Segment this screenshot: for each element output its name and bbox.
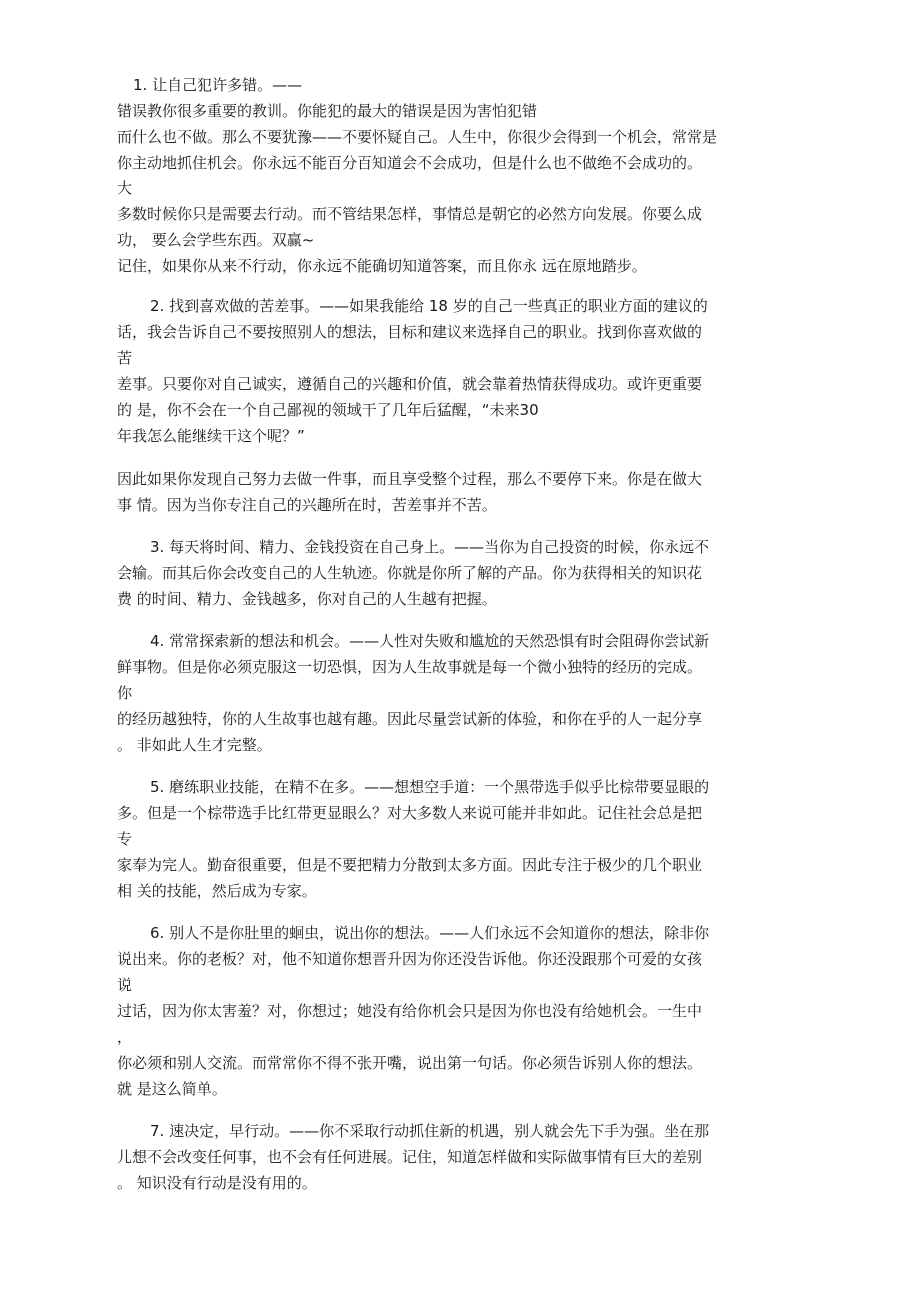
item-6-heading: 6. 别人不是你肚里的蛔虫，说出你的想法。——人们永远不会知道你的想法，除非你 [150, 924, 710, 942]
text-line: 的经历越独特，你的人生故事也越有趣。因此尽量尝试新的体验，和你在乎的人一起分享 [117, 710, 703, 728]
text-line: 。 非如此人生才完整。 [117, 736, 272, 754]
text-line: 错误教你很多重要的教训。你能犯的最大的错误是因为害怕犯错 [117, 102, 538, 120]
text-line: ， [117, 1028, 133, 1046]
text-line: 你主动地抓住机会。你永远不能百分百知道会不会成功，但是什么也不做绝不会成功的。 [117, 154, 703, 172]
text-line: 而什么也不做。那么不要犹豫——不要怀疑自己。人生中，你很少会得到一个机会，常常是 [117, 128, 718, 146]
text-line: 相 关的技能，然后成为专家。 [117, 882, 317, 900]
item-7-heading: 7. 速决定，早行动。——你不采取行动抓住新的机遇，别人就会先下手为强。坐在那 [150, 1122, 710, 1140]
text-line: 话，我会告诉自己不要按照别人的想法，目标和建议来选择自己的职业。找到你喜欢做的 [117, 323, 703, 341]
text-line: 就 是这么简单。 [117, 1080, 227, 1098]
text-line: 会输。而其后你会改变自己的人生轨迹。你就是你所了解的产品。你为获得相关的知识花 [117, 564, 703, 582]
text-line: 差事。只要你对自己诚实，遵循自己的兴趣和价值，就会靠着热情获得成功。或许更重要 [117, 375, 703, 393]
text-line: 记住，如果你从来不行动，你永远不能确切知道答案，而且你永 远在原地踏步。 [117, 257, 647, 275]
text-line: 说出来。你的老板？对，他不知道你想晋升因为你还没告诉他。你还没跟那个可爱的女孩 [117, 950, 703, 968]
text-line: 。 知识没有行动是没有用的。 [117, 1174, 317, 1192]
item-1-heading: 1. 让自己犯许多错。—— [133, 76, 303, 94]
text-line: 鲜事物。但是你必须克服这一切恐惧，因为人生故事就是每一个微小独特的经历的完成。 [117, 658, 703, 676]
text-line: 专 [117, 830, 133, 848]
text-line: 你必须和别人交流。而常常你不得不张开嘴，说出第一句话。你必须告诉别人你的想法。 [117, 1054, 703, 1072]
text-line: 说 [117, 976, 133, 994]
text-line: 年我怎么能继续干这个呢？” [117, 427, 305, 445]
text-line: 苦 [117, 349, 133, 367]
text-line: 大 [117, 179, 133, 197]
text-line: 功， 要么会学些东西。双赢~ [117, 231, 315, 249]
text-line: 过话，因为你太害羞？对，你想过；她没有给你机会只是因为你也没有给她机会。一生中 [117, 1002, 703, 1020]
text-line: 多。但是一个棕带选手比红带更显眼么？对大多数人来说可能并非如此。记住社会总是把 [117, 804, 703, 822]
item-5-heading: 5. 磨练职业技能，在精不在多。——想想空手道：一个黑带选手似乎比棕带要显眼的 [150, 778, 710, 796]
text-line: 因此如果你发现自己努力去做一件事，而且享受整个过程，那么不要停下来。你是在做大 [117, 470, 703, 488]
item-2-heading: 2. 找到喜欢做的苦差事。——如果我能给 18 岁的自己一些真正的职业方面的建议的 [150, 297, 708, 315]
text-line: 事 情。因为当你专注自己的兴趣所在时，苦差事并不苦。 [117, 496, 497, 514]
text-line: 的 是，你不会在一个自己鄙视的领域干了几年后猛醒，“未来30 [117, 401, 539, 419]
text-line: 儿想不会改变任何事，也不会有任何进展。记住，知道怎样做和实际做事情有巨大的差别 [117, 1148, 703, 1166]
item-3-heading: 3. 每天将时间、精力、金钱投资在自己身上。——当你为自己投资的时候，你永远不 [150, 538, 710, 556]
item-4-heading: 4. 常常探索新的想法和机会。——人性对失败和尴尬的天然恐惧有时会阻碍你尝试新 [150, 632, 710, 650]
text-line: 多数时候你只是需要去行动。而不管结果怎样，事情总是朝它的必然方向发展。你要么成 [117, 205, 703, 223]
text-line: 你 [117, 684, 133, 702]
text-line: 费 的时间、精力、金钱越多，你对自己的人生越有把握。 [117, 590, 497, 608]
text-line: 家奉为完人。勤奋很重要，但是不要把精力分散到太多方面。因此专注于极少的几个职业 [117, 856, 703, 874]
